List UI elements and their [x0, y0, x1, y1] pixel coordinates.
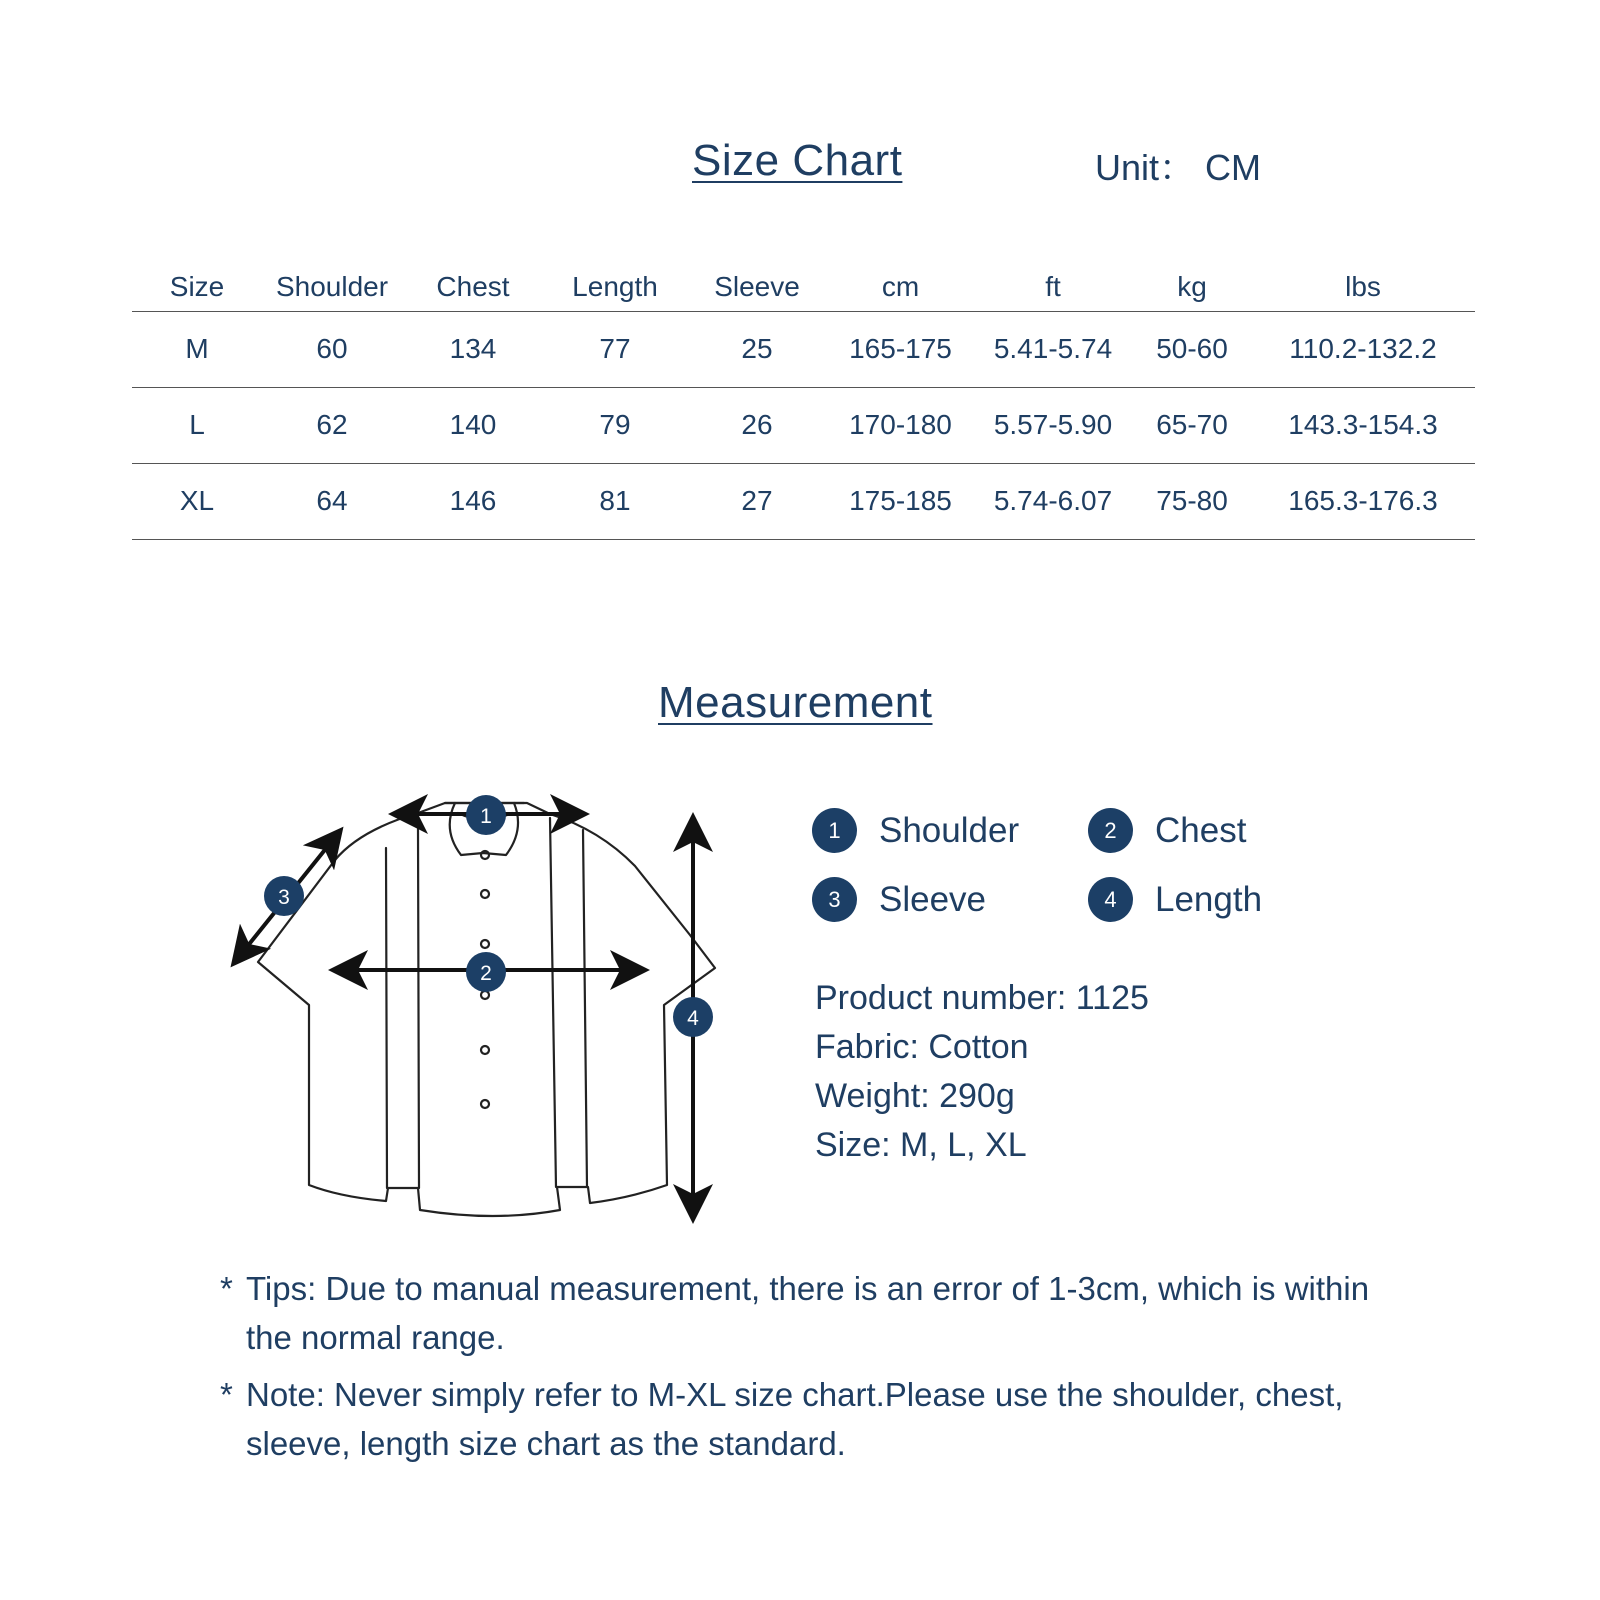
table-cell: 165-175 [828, 312, 973, 388]
table-cell: 140 [402, 388, 544, 464]
standard-note [220, 1370, 1386, 1468]
unit-label: Unit： CM [1095, 147, 1262, 188]
column-header: lbs [1251, 258, 1475, 312]
measurement-title: Measurement [658, 678, 933, 727]
table-cell: 50-60 [1133, 312, 1251, 388]
legend-item-length [1088, 877, 1262, 922]
legend-item-sleeve [812, 877, 986, 922]
table-cell: 5.41-5.74 [973, 312, 1133, 388]
table-cell: 5.74-6.07 [973, 464, 1133, 540]
table-cell: XL [132, 464, 262, 540]
marker-chest [466, 952, 506, 992]
size-info: Size: M, L, XL [815, 1126, 1027, 1164]
product-info [815, 974, 1149, 1170]
table-cell: 170-180 [828, 388, 973, 464]
legend-label: Sleeve [879, 879, 987, 919]
tips-note [220, 1264, 1386, 1362]
legend-number-badge: 2 [1088, 808, 1133, 853]
table-cell: M [132, 312, 262, 388]
legend-item-chest [1088, 808, 1246, 853]
column-header: Sleeve [686, 258, 828, 312]
weight-info: Weight: 290g [815, 1077, 1015, 1115]
size-chart-title: Size Chart [692, 136, 903, 185]
marker-sleeve [264, 876, 304, 916]
legend-number-badge: 3 [812, 877, 857, 922]
legend-label: Shoulder [879, 810, 1020, 850]
note-text: Note: Never simply refer to M-XL size chart.Please use the shoulder, chest, sleeve, length size chart as the standard. [246, 1376, 1344, 1462]
legend-number-badge: 1 [812, 808, 857, 853]
marker-shoulder [466, 795, 506, 835]
table-cell: 165.3-176.3 [1251, 464, 1475, 540]
marker-label: 4 [687, 1007, 699, 1030]
table-cell: 81 [544, 464, 686, 540]
table-cell: 27 [686, 464, 828, 540]
legend-item-shoulder [812, 808, 1019, 853]
note-bullet: * [220, 1376, 233, 1413]
product-number: Product number: 1125 [815, 979, 1149, 1017]
column-header: cm [828, 258, 973, 312]
table-cell: 5.57-5.90 [973, 388, 1133, 464]
marker-length [673, 997, 713, 1037]
table-cell: 175-185 [828, 464, 973, 540]
marker-label: 2 [480, 962, 492, 985]
legend-number-badge: 4 [1088, 877, 1133, 922]
column-header: Size [132, 258, 262, 312]
legend-label: Chest [1155, 810, 1247, 850]
table-cell: 110.2-132.2 [1251, 312, 1475, 388]
table-cell: 64 [262, 464, 402, 540]
marker-label: 3 [278, 886, 290, 909]
table-cell: 77 [544, 312, 686, 388]
note-text: Tips: Due to manual measurement, there is an error of 1-3cm, which is within the normal range. [246, 1270, 1370, 1356]
fabric-info: Fabric: Cotton [815, 1028, 1029, 1066]
table-cell: 79 [544, 388, 686, 464]
table-cell: 26 [686, 388, 828, 464]
column-header: Chest [402, 258, 544, 312]
note-bullet: * [220, 1270, 233, 1307]
table-cell: 65-70 [1133, 388, 1251, 464]
shirt-outline [258, 803, 715, 1216]
table-cell: 62 [262, 388, 402, 464]
legend-label: Length [1155, 879, 1263, 919]
table-cell: 60 [262, 312, 402, 388]
table-cell: L [132, 388, 262, 464]
column-header: Shoulder [262, 258, 402, 312]
column-header: ft [973, 258, 1133, 312]
table-cell: 134 [402, 312, 544, 388]
marker-label: 1 [480, 805, 492, 828]
column-header: kg [1133, 258, 1251, 312]
column-header: Length [544, 258, 686, 312]
table-cell: 146 [402, 464, 544, 540]
table-cell: 143.3-154.3 [1251, 388, 1475, 464]
table-cell: 75-80 [1133, 464, 1251, 540]
table-cell: 25 [686, 312, 828, 388]
